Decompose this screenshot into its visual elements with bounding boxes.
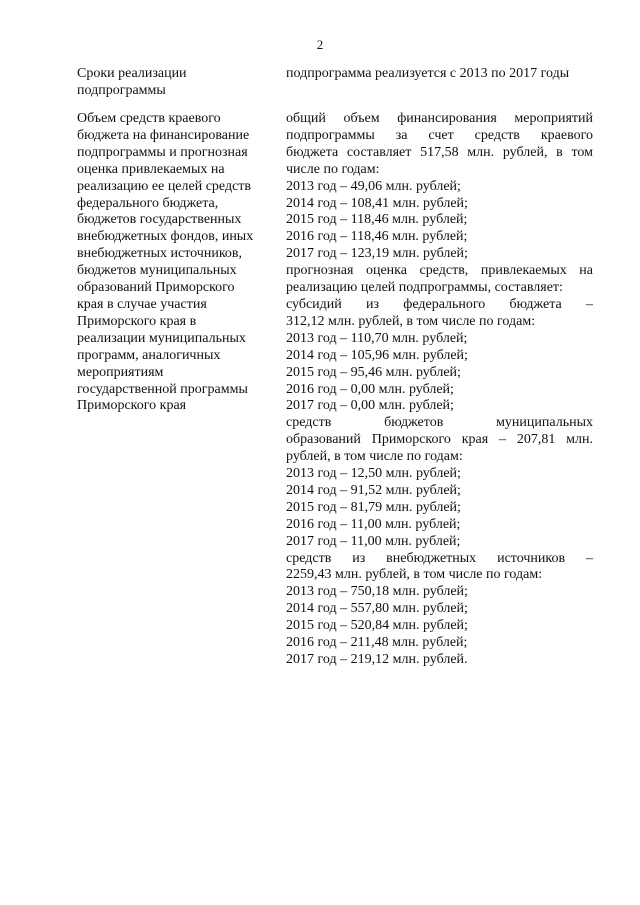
funding-label-line: федерального бюджета, (77, 195, 219, 211)
period-value-text: подпрограмма реализуется с 2013 по 2017 годы (286, 66, 570, 81)
funding-label-line: образований Приморского (77, 280, 235, 296)
funding-value-line: 2014 год – 105,96 млн. рублей; (286, 347, 468, 363)
funding-label-line: бюджетов государственных (77, 212, 242, 228)
funding-value-line: 2014 год – 557,80 млн. рублей; (286, 601, 468, 617)
funding-label-line: бюджета на финансирование (77, 127, 250, 143)
funding-value-line: 2015 год – 95,46 млн. рублей; (286, 364, 461, 380)
page-number: 2 (316, 37, 324, 52)
funding-value-line: 2013 год – 49,06 млн. рублей; (286, 178, 461, 194)
funding-label-line: государственной программы (77, 381, 248, 397)
funding-value-line: рублей, в том числе по годам: (286, 449, 463, 465)
funding-value-line: средств из внебюджетных источников – (286, 550, 593, 566)
funding-label-line: реализации муниципальных (77, 330, 246, 346)
funding-value-line: 2013 год – 110,70 млн. рублей; (286, 330, 468, 346)
funding-value-line: образований Приморского края – 207,81 млн. (286, 432, 593, 448)
funding-value-line: средств бюджетов муниципальных (286, 415, 593, 431)
funding-label-line: внебюджетных фондов, иных (77, 229, 254, 245)
funding-value-line: 2015 год – 520,84 млн. рублей; (286, 618, 468, 634)
funding-label-line: Приморского края в (77, 313, 197, 329)
funding-label-line: края в случае участия (77, 296, 207, 312)
funding-value-line: подпрограммы за счет средств краевого (286, 127, 593, 143)
funding-value-line: 2016 год – 0,00 млн. рублей; (286, 381, 454, 397)
funding-value-line: бюджета составляет 517,58 млн. рублей, в том (286, 144, 593, 160)
funding-value-line: прогнозная оценка средств, привлекаемых на (286, 263, 593, 279)
funding-label-line: внебюджетных источников, (77, 246, 243, 262)
funding-value-line: реализацию целей подпрограммы, составляет: (286, 280, 563, 296)
funding-label (77, 111, 267, 415)
funding-label-line: подпрограммы и прогнозная (77, 144, 248, 160)
funding-label-line: Объем средств краевого (77, 111, 221, 126)
funding-value-line: субсидий из федерального бюджета – (286, 296, 593, 312)
funding-label-line: реализацию ее целей средств (77, 178, 252, 194)
funding-value-line: 2016 год – 211,48 млн. рублей; (286, 635, 468, 651)
funding-value-line: 2016 год – 118,46 млн. рублей; (286, 229, 468, 245)
period-label-line: подпрограммы (77, 82, 166, 98)
funding-value-line: 2259,43 млн. рублей, в том числе по годам: (286, 567, 543, 583)
period-value (286, 66, 593, 83)
funding-value-line: 2013 год – 12,50 млн. рублей; (286, 466, 461, 482)
funding-label-line: программ, аналогичных (77, 347, 221, 363)
funding-label-line: мероприятиям (77, 364, 164, 380)
funding-value-line: 2015 год – 81,79 млн. рублей; (286, 499, 461, 515)
funding-value-line: числе по годам: (286, 161, 380, 177)
funding-value-line: 2017 год – 0,00 млн. рублей; (286, 398, 454, 414)
funding-label-line: Приморского края (77, 398, 187, 414)
funding-value-line: 2017 год – 219,12 млн. рублей. (286, 652, 468, 667)
funding-value (286, 111, 593, 669)
funding-value-line: 2014 год – 108,41 млн. рублей; (286, 195, 468, 211)
funding-label-line: оценка привлекаемых на (77, 161, 225, 177)
period-label-line: Сроки реализации (77, 66, 187, 81)
funding-value-line: 2017 год – 11,00 млн. рублей; (286, 533, 461, 549)
funding-value-line: 2015 год – 118,46 млн. рублей; (286, 212, 468, 228)
funding-value-line: общий объем финансирования мероприятий (286, 111, 593, 126)
funding-label-line: бюджетов муниципальных (77, 263, 237, 279)
funding-value-line: 2017 год – 123,19 млн. рублей; (286, 246, 468, 262)
period-label (77, 66, 267, 100)
funding-value-line: 2013 год – 750,18 млн. рублей; (286, 584, 468, 600)
funding-value-line: 312,12 млн. рублей, в том числе по годам: (286, 313, 536, 329)
funding-value-line: 2016 год – 11,00 млн. рублей; (286, 516, 461, 532)
funding-value-line: 2014 год – 91,52 млн. рублей; (286, 482, 461, 498)
